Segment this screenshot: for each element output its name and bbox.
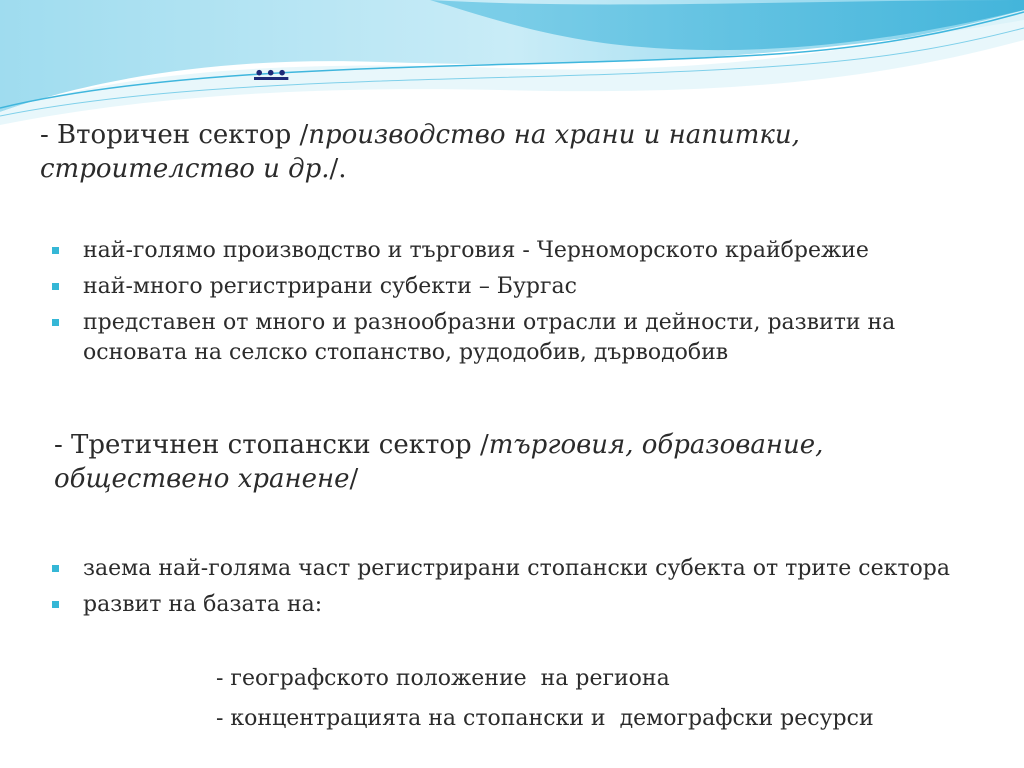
heading-tail: /. (329, 154, 347, 184)
secondary-sector-heading (40, 118, 940, 186)
square-bullet-icon (52, 247, 59, 254)
square-bullet-icon (52, 283, 59, 290)
square-bullet-icon (52, 319, 59, 326)
list-item: най-много регистрирани субекти – Бургас (50, 272, 993, 302)
square-bullet-icon (52, 565, 59, 572)
list-item: най-голямо производство и търговия - Черноморското крайбрежие (50, 236, 993, 266)
secondary-sector-list (50, 236, 993, 374)
sub-item-resource-concentration: - концентрацията на стопански и демографски ресурси (216, 706, 874, 731)
sub-item-geographic-position: - географското положение на региона (216, 666, 670, 691)
list-item: заема най-голяма част регистрирани стопански субекта от трите сектора (50, 554, 993, 584)
list-item: представен от много и разнообразни отрасли и дейности, развити на основата на селско стопанство, рудодобив, дърводобив (50, 308, 993, 368)
heading-lead: - Вторичен сектор / (40, 120, 309, 150)
heading-tail: / (349, 464, 359, 494)
slide-title: ... (254, 48, 289, 83)
heading-lead: - Третичнен стопански сектор / (54, 430, 489, 460)
heading-italic: производство на храни и напитки, строителство и др. (40, 120, 800, 184)
decorative-wave-header (0, 0, 1024, 130)
square-bullet-icon (52, 601, 59, 608)
list-item: развит на базата на: (50, 590, 993, 620)
heading-italic: търговия, образование, обществено хранене (54, 430, 824, 494)
tertiary-sector-heading (54, 428, 954, 496)
tertiary-sector-list (50, 554, 993, 626)
